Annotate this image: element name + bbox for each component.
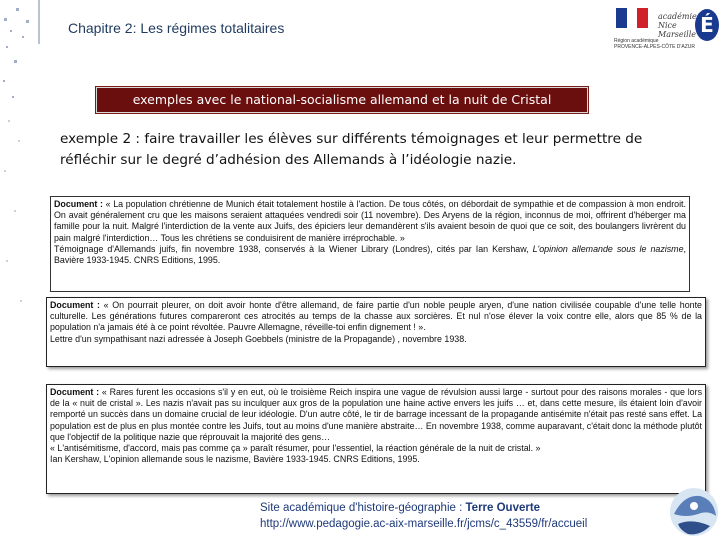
republic-flag-icon <box>616 8 648 28</box>
document-box-3 <box>46 384 706 494</box>
academy-e-icon <box>694 8 720 42</box>
footer-url-link[interactable]: http://www.pedagogie.ac-aix-marseille.fr/jcms/c_43559/fr/accueil <box>260 518 588 530</box>
footer-site: Site académique d'histoire-géographie : Terre Ouverte <box>260 502 541 514</box>
section-banner <box>96 87 588 113</box>
document-box-1 <box>50 196 690 292</box>
terre-ouverte-logo-icon <box>664 484 720 540</box>
decorative-pattern <box>0 0 52 540</box>
page-title: Chapitre 2: Les régimes totalitaires <box>68 20 285 36</box>
document-quote: « L'antisémitisme, d'accord, mais pas comme ça » paraît résumer, pour l'essentiel, la réaction générale de la nuit de cristal. » <box>50 443 541 454</box>
svg-text:É: É <box>700 13 714 37</box>
document-box-2 <box>46 297 706 367</box>
banner-text: exemples avec le national-socialisme allemand et la nuit de Cristal <box>132 92 552 107</box>
example-description: exemple 2 : faire travailler les élèves sur différents témoignages et leur permettre de réfléchir sur le degré d’adhésion des Allemands à l’idéologie nazie. <box>60 131 643 168</box>
footer <box>260 500 587 532</box>
header-divider <box>38 0 40 44</box>
logo-subtitle: Région académique PROVENCE-ALPES-CÔTE D'AZUR <box>614 38 695 50</box>
document-source: Ian Kershaw, L'opinion allemande sous le nazisme, Bavière 1933-1945. CNRS Editions, 1995. <box>50 454 420 465</box>
document-text: Document : « Rares furent les occasions s'il y en eut, où le troisième Reich inspira une vague de révulsion aussi large - surtout pour des raisons morales - que lors de la « nuit de cristal ». Les nazis n'avait pas su inculquer aux gros de la population une haine active envers les juifs … et, dans cette mesure, ils étaient loin d'avoir remporté un succès dans un domaine crucial de leur idéologie. D'un autre côté, le tir de barrage incessant de la propagande antisémite n'était pas resté sans effet. La population est de plus en plus montée contre les Juifs, tout au moins d'une manière abstraite… En novembre 1938, comme auparavant, c'était donc la méthode plutôt que l'objectif de la politique nazie que réprouvait la majorité des gens… <box>50 387 703 442</box>
document-text: Document : « La population chrétienne de Munich était totalement hostile à l'action. De tous côtés, on débordait de sympathie et de compassion à mon endroit. On avait généralement cru que les maisons seraient attaquées vendredi soir (11 novembre). Des Aryens de la région, inconnus de moi, offrirent d'héberger ma famille pour la nuit. Malgré l'interdiction de la vente aux Juifs, des épiciers leur demandèrent s'ils avaient besoin de quoi que ce soit, des boulangers livrèrent du pain malgré l'interdiction… Tous les chrétiens se conduisirent de manière irréprochable. » <box>54 199 686 243</box>
document-source: Lettre d'un sympathisant nazi adressée à Joseph Goebbels (ministre de la Propagande) , novembre 1938. <box>50 333 467 344</box>
document-text: Document : « On pourrait pleurer, on doit avoir honte d'être allemand, de faire partie d'un noble peuple aryen, d'une nation civilisée coupable d'une telle honte culturelle. Les générations futures compareront ces atrocités au temps de la chasse aux sorcières. Et nul n'ose élever la voix contre elle, alors que 85 % de la population n'a jamais été à ce point révoltée. Pauvre Allemagne, réveille-toi enfin dignement ! ». <box>50 300 702 333</box>
document-source: Témoignage d'Allemands juifs, fin novembre 1938, conservés à la Wiener Library (Londres), cités par Ian Kershaw, L'opinion allemande sous le nazisme, Bavière 1933-1945. CNRS Editions, 1995. <box>54 243 686 266</box>
logo-text: académie Nice Marseille <box>658 12 697 39</box>
